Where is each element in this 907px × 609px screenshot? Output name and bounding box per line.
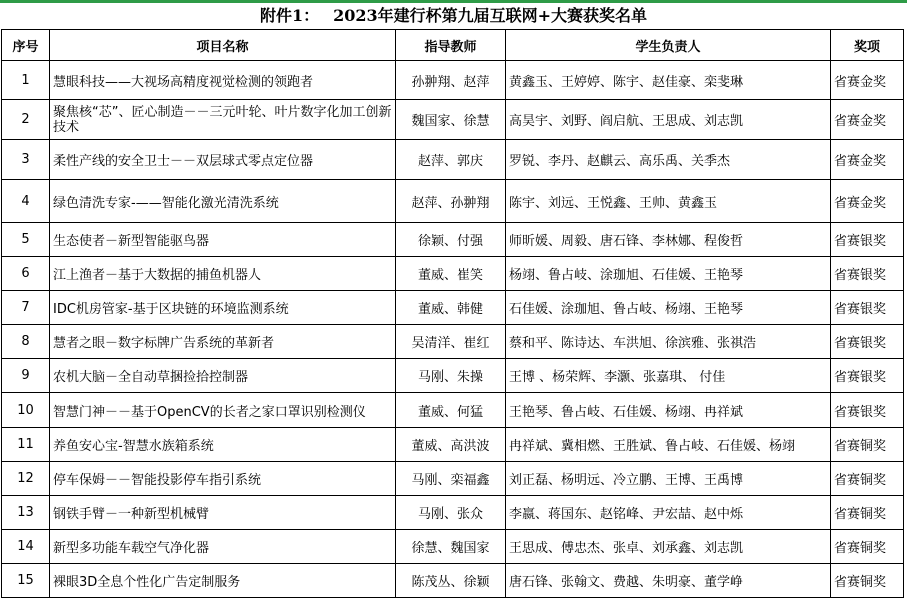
advisor-names: 赵萍、孙翀翔 [396,180,506,223]
table-row [2,530,904,564]
advisor-names: 董威、何猛 [396,393,506,428]
table-row [2,257,904,291]
award-table [1,29,904,598]
award-level: 省赛铜奖 [831,496,904,530]
table-row [2,462,904,496]
advisor-names: 董威、崔笑 [396,257,506,291]
award-level: 省赛银奖 [831,291,904,325]
advisor-names: 董威、高洪波 [396,428,506,462]
header-advisor: 指导教师 [396,30,506,61]
project-name: 钢铁手臂－一种新型机械臂 [50,496,396,530]
project-name: 裸眼3D全息个性化广告定制服务 [50,564,396,598]
advisor-names: 马刚、栾福鑫 [396,462,506,496]
student-names: 唐石锋、张翰文、费越、朱明豪、董学峥 [506,564,831,598]
row-index: 3 [2,140,50,180]
table-row [2,428,904,462]
award-level: 省赛金奖 [831,61,904,100]
advisor-names: 吴清洋、崔红 [396,325,506,359]
student-names: 李嬴、蒋国东、赵铭峰、尹宏喆、赵中烁 [506,496,831,530]
award-level: 省赛铜奖 [831,462,904,496]
award-level: 省赛金奖 [831,100,904,140]
table-row [2,359,904,393]
project-name: 江上渔者－基于大数据的捕鱼机器人 [50,257,396,291]
award-level: 省赛铜奖 [831,564,904,598]
student-names: 陈宇、刘远、王悦鑫、王帅、黄鑫玉 [506,180,831,223]
row-index: 2 [2,100,50,140]
row-index: 9 [2,359,50,393]
award-level: 省赛银奖 [831,393,904,428]
title-main: 2023年建行杯第九届互联网+大赛获奖名单 [333,6,648,25]
student-names: 蔡和平、陈诗达、车洪旭、徐滨雅、张祺浩 [506,325,831,359]
table-row [2,291,904,325]
student-names: 王艳琴、鲁占岐、石佳媛、杨翊、冉祥斌 [506,393,831,428]
row-index: 5 [2,223,50,257]
advisor-names: 徐慧、魏国家 [396,530,506,564]
project-name: 柔性产线的安全卫士－－双层球式零点定位器 [50,140,396,180]
table-row [2,223,904,257]
advisor-names: 马刚、朱操 [396,359,506,393]
advisor-names: 董威、韩健 [396,291,506,325]
award-level: 省赛银奖 [831,223,904,257]
advisor-names: 赵萍、郭庆 [396,140,506,180]
header-row [2,30,904,61]
project-name: 绿色清洗专家-——智能化激光清洗系统 [50,180,396,223]
row-index: 6 [2,257,50,291]
row-index: 4 [2,180,50,223]
row-index: 13 [2,496,50,530]
document-title [0,3,907,29]
award-level: 省赛银奖 [831,257,904,291]
project-name: 养鱼安心宝-智慧水族箱系统 [50,428,396,462]
table-row [2,180,904,223]
project-name: 新型多功能车载空气净化器 [50,530,396,564]
row-index: 14 [2,530,50,564]
student-names: 石佳媛、涂珈旭、鲁占岐、杨翊、王艳琴 [506,291,831,325]
project-name: 生态使者－新型智能驱鸟器 [50,223,396,257]
table-header [2,30,904,61]
table-row [2,564,904,598]
award-level: 省赛铜奖 [831,428,904,462]
row-index: 7 [2,291,50,325]
advisor-names: 魏国家、徐慧 [396,100,506,140]
table-row [2,140,904,180]
title-prefix: 附件1： [259,6,320,25]
award-level: 省赛金奖 [831,140,904,180]
header-index: 序号 [2,30,50,61]
table-row [2,393,904,428]
project-name: 慧眼科技——大视场高精度视觉检测的领跑者 [50,61,396,100]
student-names: 罗锐、李丹、赵麒云、高乐禹、关季杰 [506,140,831,180]
header-students: 学生负责人 [506,30,831,61]
award-level: 省赛金奖 [831,180,904,223]
student-names: 王博 、杨荣辉、李灏、张嘉琪、 付佳 [506,359,831,393]
table-body [2,61,904,598]
student-names: 杨翊、鲁占岐、涂珈旭、石佳媛、王艳琴 [506,257,831,291]
award-level: 省赛银奖 [831,359,904,393]
advisor-names: 徐颖、付强 [396,223,506,257]
table-row [2,100,904,140]
row-index: 8 [2,325,50,359]
project-name: 慧者之眼－数字标牌广告系统的革新者 [50,325,396,359]
header-project: 项目名称 [50,30,396,61]
advisor-names: 孙翀翔、赵萍 [396,61,506,100]
project-name: 聚焦核“芯”、匠心制造－－三元叶轮、叶片数字化加工创新技术 [50,100,396,140]
row-index: 10 [2,393,50,428]
project-name: 停车保姆－－智能投影停车指引系统 [50,462,396,496]
row-index: 11 [2,428,50,462]
student-names: 高昊宇、刘野、阎启航、王思成、刘志凯 [506,100,831,140]
student-names: 师昕媛、周毅、唐石锋、李林娜、程俊哲 [506,223,831,257]
student-names: 刘正磊、杨明远、冷立鹏、王博、王禹博 [506,462,831,496]
table-row [2,61,904,100]
student-names: 冉祥斌、冀相燃、王胜斌、鲁占岐、石佳媛、杨翊 [506,428,831,462]
project-name: IDC机房管家-基于区块链的环境监测系统 [50,291,396,325]
table-row [2,496,904,530]
project-name: 智慧门神－－基于OpenCV的长者之家口罩识别检测仪 [50,393,396,428]
row-index: 12 [2,462,50,496]
project-name: 农机大脑－全自动草捆捡拾控制器 [50,359,396,393]
award-level: 省赛铜奖 [831,530,904,564]
row-index: 1 [2,61,50,100]
student-names: 王思成、傅忠杰、张卓、刘承鑫、刘志凯 [506,530,831,564]
header-award: 奖项 [831,30,904,61]
row-index: 15 [2,564,50,598]
student-names: 黄鑫玉、王婷婷、陈宇、赵佳豪、栾斐琳 [506,61,831,100]
advisor-names: 陈茂丛、徐颖 [396,564,506,598]
award-level: 省赛银奖 [831,325,904,359]
table-row [2,325,904,359]
advisor-names: 马刚、张众 [396,496,506,530]
